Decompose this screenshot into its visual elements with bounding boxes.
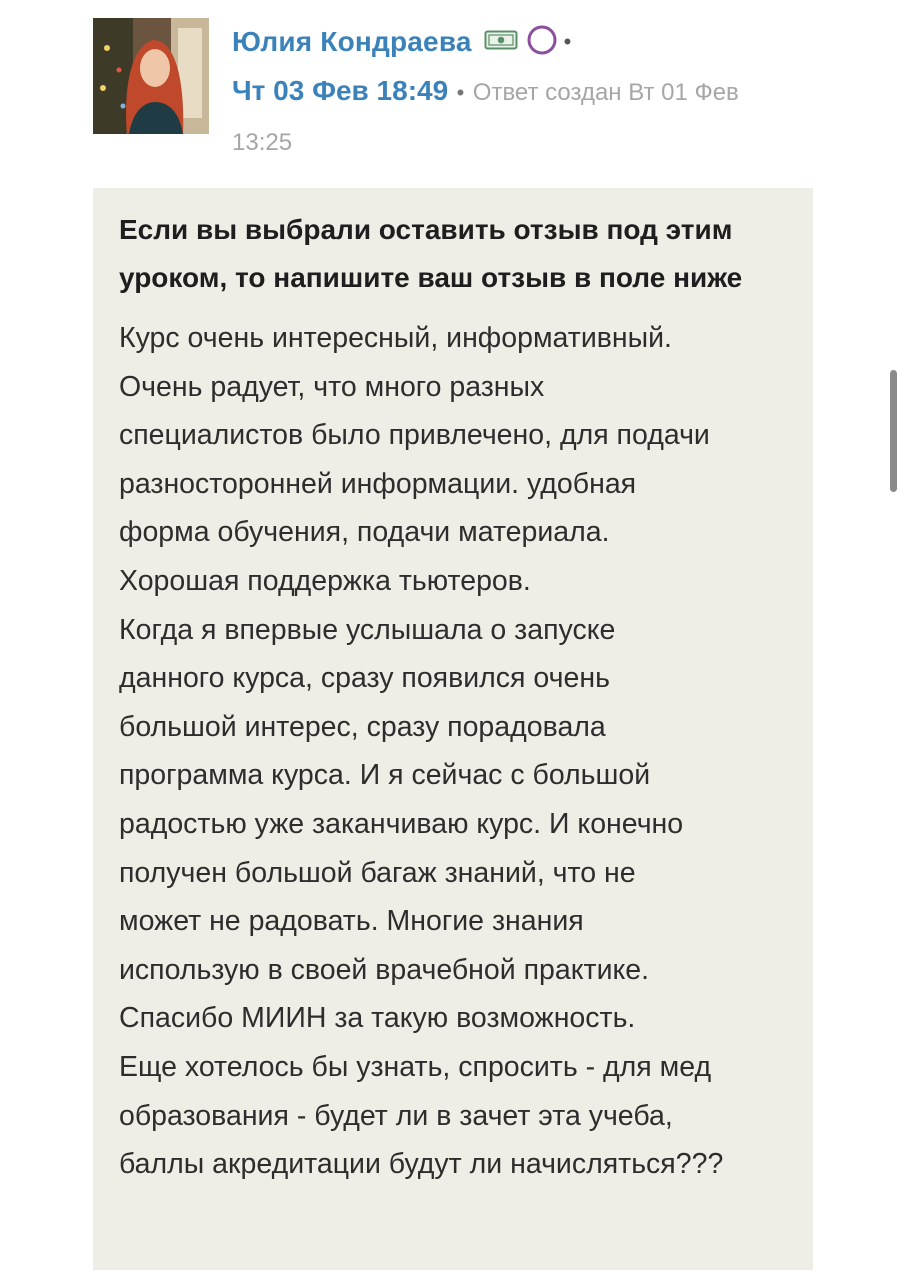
answer-text (119, 314, 787, 1189)
status-ring-icon (526, 24, 558, 61)
money-icon (484, 29, 518, 56)
answer-line: специалистов было привлечено, для подачи (119, 419, 710, 452)
question-heading: Если вы выбрали оставить отзыв под этим уроком, то напишите ваш отзыв в поле ниже (119, 214, 743, 293)
answer-line: данного курса, сразу появился очень (119, 662, 610, 695)
post-date-link[interactable]: Чт 03 Фев 18:49 (232, 75, 449, 106)
answer-panel (93, 188, 813, 1270)
answer-line: Курс очень интересный, информативный. (119, 322, 672, 354)
created-label: Ответ создан Вт 01 Фев (472, 79, 739, 106)
answer-line: Когда я впервые услышала о запуске (119, 613, 616, 646)
scrollbar-thumb[interactable] (890, 370, 897, 492)
answer-line: получен большой багаж знаний, что не (119, 856, 636, 889)
avatar-photo (93, 18, 209, 134)
answer-line: баллы акредитации будут ли начисляться??? (119, 1148, 724, 1181)
date-row (232, 68, 852, 167)
author-row (232, 20, 852, 64)
answer-line: Еще хотелось бы узнать, спросить - для мед (119, 1050, 712, 1083)
answer-line: Хорошая поддержка тьютеров. (119, 564, 531, 597)
answer-line: Спасибо МИИН за такую возможность. (119, 1002, 636, 1035)
answer-line: большой интерес, сразу порадовала (119, 710, 606, 743)
author-name-link[interactable]: Юлия Кондраева (232, 26, 472, 57)
separator-dot: • (456, 80, 465, 105)
post-header (232, 20, 852, 167)
answer-line: может не радовать. Многие знания (119, 905, 584, 938)
avatar[interactable] (93, 18, 209, 134)
answer-line: программа курса. И я сейчас с большой (119, 759, 651, 792)
answer-line: образования - будет ли в зачет эта учеба, (119, 1099, 673, 1132)
separator-dot: • (563, 29, 572, 54)
answer-line: использую в своей врачебной практике. (119, 953, 650, 986)
answer-line: разносторонней информации. удобная (119, 467, 637, 500)
answer-line: форма обучения, подачи материала. (119, 516, 610, 549)
answer-line: радостью уже заканчиваю курс. И конечно (119, 807, 684, 840)
answer-line: Очень радует, что много разных (119, 370, 545, 403)
created-time: 13:25 (232, 129, 293, 156)
